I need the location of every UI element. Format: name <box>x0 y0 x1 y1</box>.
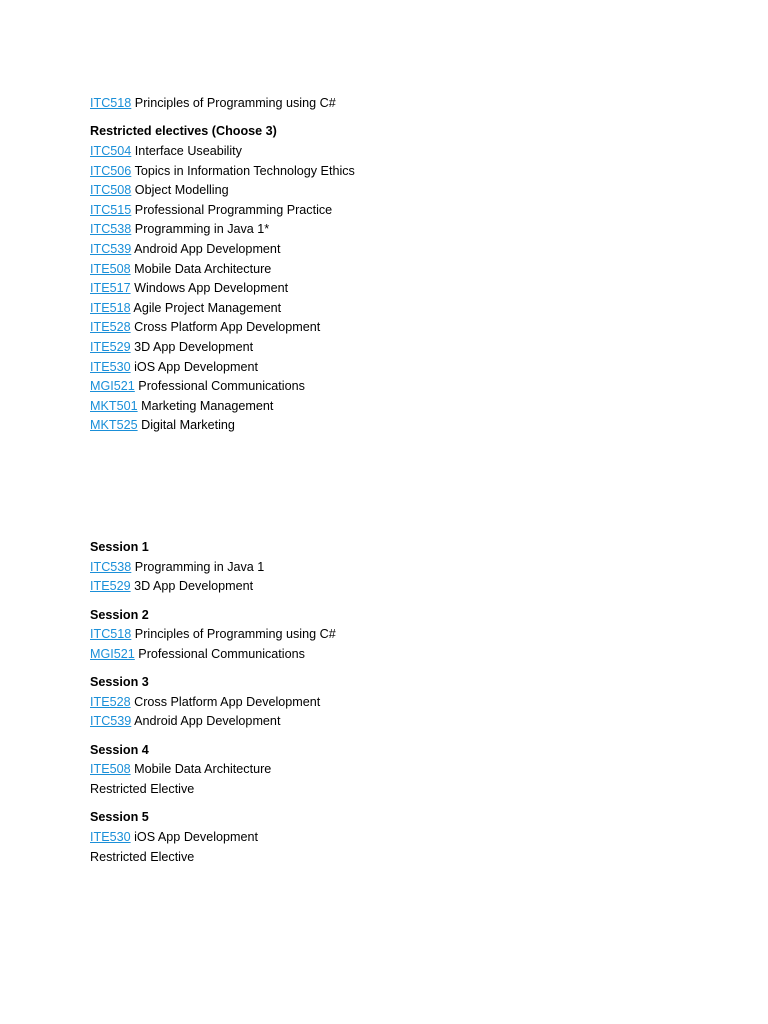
course-code-link[interactable]: ITE528 <box>90 694 131 709</box>
course-code-link[interactable]: ITE529 <box>90 579 131 594</box>
course-title: Agile Project Management <box>130 300 282 315</box>
course-title: Professional Programming Practice <box>131 202 333 217</box>
course-line <box>90 377 355 397</box>
course-line <box>90 693 336 713</box>
course-line <box>90 181 355 201</box>
course-line <box>90 712 336 732</box>
course-title: Cross Platform App Development <box>130 694 321 709</box>
session-heading: Session 3 <box>90 675 149 690</box>
course-line <box>90 577 336 597</box>
course-code-link[interactable]: ITC518 <box>90 627 132 642</box>
course-title: Principles of Programming using C# <box>131 627 336 642</box>
course-title: Digital Marketing <box>137 418 235 433</box>
course-line <box>90 828 336 848</box>
course-title: Mobile Data Architecture <box>130 261 272 276</box>
course-title: Professional Communications <box>134 646 305 661</box>
course-line <box>90 94 355 114</box>
course-code-link[interactable]: ITE518 <box>90 300 131 315</box>
session-heading: Session 2 <box>90 607 149 622</box>
course-title: Topics in Information Technology Ethics <box>131 163 355 178</box>
course-line <box>90 220 355 240</box>
course-code-link[interactable]: ITC515 <box>90 202 132 217</box>
course-code-link[interactable]: MKT525 <box>90 418 138 433</box>
course-title: 3D App Development <box>130 339 254 354</box>
course-code-link[interactable]: ITE508 <box>90 762 131 777</box>
course-title: Android App Development <box>131 714 281 729</box>
session-plan-block <box>90 538 336 867</box>
course-code-link[interactable]: ITE530 <box>90 359 131 374</box>
course-line <box>90 162 355 182</box>
course-code-link[interactable]: ITE529 <box>90 339 131 354</box>
course-code-link[interactable]: ITC518 <box>90 96 132 110</box>
course-title: Cross Platform App Development <box>130 320 321 335</box>
course-code-link[interactable]: ITE517 <box>90 281 131 296</box>
course-title: 3D App Development <box>130 579 254 594</box>
session-heading: Session 4 <box>90 742 149 757</box>
course-title: Android App Development <box>131 241 281 256</box>
course-list-block <box>90 94 355 436</box>
course-title: Programming in Java 1 <box>131 559 265 574</box>
course-title: Mobile Data Architecture <box>130 762 272 777</box>
course-line <box>90 240 355 260</box>
course-title: iOS App Development <box>130 829 259 844</box>
course-code-link[interactable]: ITC504 <box>90 143 132 158</box>
course-code-link[interactable]: MGI521 <box>90 379 135 394</box>
course-title: Programming in Java 1* <box>131 222 270 237</box>
restricted-elective-placeholder: Restricted Elective <box>90 781 195 796</box>
course-line <box>90 416 355 436</box>
course-code-link[interactable]: ITC506 <box>90 163 132 178</box>
course-code-link[interactable]: MKT501 <box>90 398 138 413</box>
course-title: Principles of Programming using C# <box>131 96 336 110</box>
course-line <box>90 318 355 338</box>
restricted-electives-heading: Restricted electives (Choose 3) <box>90 124 277 139</box>
course-code-link[interactable]: ITE528 <box>90 320 131 335</box>
course-line <box>90 338 355 358</box>
session-heading: Session 1 <box>90 540 149 554</box>
course-title: Object Modelling <box>131 183 229 198</box>
restricted-electives-list <box>90 142 355 436</box>
course-code-link[interactable]: ITC508 <box>90 183 132 198</box>
course-code-link[interactable]: ITC538 <box>90 222 132 237</box>
course-line <box>90 201 355 221</box>
course-line <box>90 397 355 417</box>
course-line <box>90 558 336 578</box>
course-line <box>90 625 336 645</box>
course-title: Marketing Management <box>137 398 274 413</box>
course-code-link[interactable]: ITE530 <box>90 829 131 844</box>
course-line <box>90 760 336 780</box>
course-title: iOS App Development <box>130 359 259 374</box>
course-title: Professional Communications <box>134 379 305 394</box>
restricted-elective-placeholder: Restricted Elective <box>90 849 195 864</box>
course-line <box>90 142 355 162</box>
course-title: Windows App Development <box>130 281 289 296</box>
course-code-link[interactable]: ITE508 <box>90 261 131 276</box>
course-code-link[interactable]: ITC538 <box>90 559 132 574</box>
session-heading: Session 5 <box>90 810 149 825</box>
course-line <box>90 260 355 280</box>
course-line <box>90 279 355 299</box>
course-line <box>90 358 355 378</box>
course-line <box>90 299 355 319</box>
course-code-link[interactable]: ITC539 <box>90 714 132 729</box>
course-line <box>90 645 336 665</box>
course-code-link[interactable]: ITC539 <box>90 241 132 256</box>
course-code-link[interactable]: MGI521 <box>90 646 135 661</box>
course-title: Interface Useability <box>131 143 242 158</box>
